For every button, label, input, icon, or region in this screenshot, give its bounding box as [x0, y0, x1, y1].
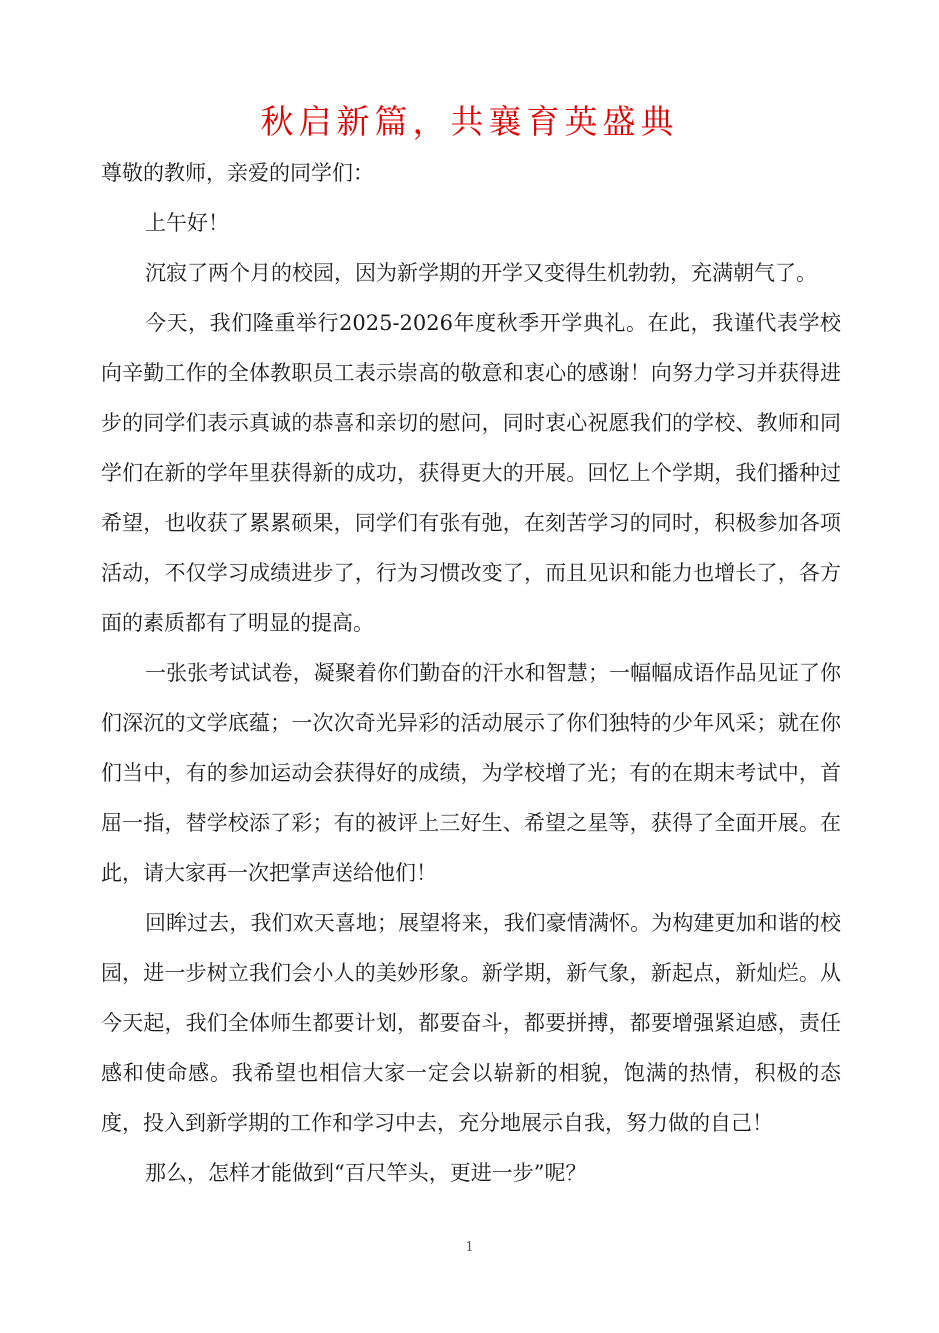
paragraph-ceremony: 今天，我们隆重举行2025-2026年度秋季开学典礼。在此，我谨代表学校向辛勤工作的全体教职员工表示崇高的敬意和衷心的感谢！向努力学习并获得进步的同学们表示真诚的恭喜和亲切的慰问，同时衷心祝愿我们的学校、教师和同学们在新的学年里获得新的成功，获得更大的开展。回忆上个学期，我们播种过希望，也收获了累累硕果，同学们有张有弛，在刻苦学习的同时，积极参加各项活动，不仅学习成绩进步了，行为习惯改变了，而且见识和能力也增长了，各方面的素质都有了明显的提高。: [101, 311, 841, 635]
document-body: [101, 148, 841, 1198]
salutation: 尊敬的教师，亲爱的同学们：: [101, 161, 374, 185]
page-number: 1: [465, 1240, 474, 1255]
paragraph-outlook: 回眸过去，我们欢天喜地；展望将来，我们豪情满怀。为构建更加和谐的校园，进一步树立我们会小人的美妙形象。新学期，新气象，新起点，新灿烂。从今天起，我们全体师生都要计划，都要奋斗，都要拼搏，都要增强紧迫感，责任感和使命感。我希望也相信大家一定会以崭新的相貌，饱满的热情，积极的态度，投入到新学期的工作和学习中去，充分地展示自我，努力做的自己！: [101, 911, 841, 1135]
document-title: 秋启新篇，共襄育英盛典: [260, 102, 679, 141]
paragraph-achievements: 一张张考试试卷，凝聚着你们勤奋的汗水和智慧；一幅幅成语作品见证了你们深沉的文学底蕴；一次次奇光异彩的活动展示了你们独特的少年风采；就在你们当中，有的参加运动会获得好的成绩，为学校增了光；有的在期末考试中，首屈一指，替学校添了彩；有的被评上三好生、希望之星等，获得了全面开展。在此，请大家再一次把掌声送给他们！: [101, 661, 841, 885]
paragraph-campus: 沉寂了两个月的校园，因为新学期的开学又变得生机勃勃，充满朝气了。: [145, 261, 817, 285]
paragraph-greeting: 上午好！: [145, 211, 229, 235]
paragraph-question: 那么，怎样才能做到“百尺竿头，更进一步”呢？: [145, 1161, 587, 1185]
